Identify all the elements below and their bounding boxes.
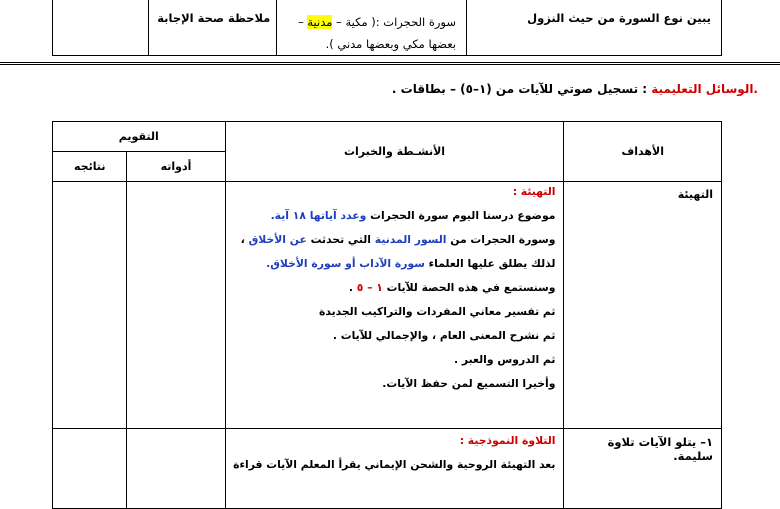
list-item: ثم تفسير معاني المفردات والتراكيب الجديدة [318,305,556,318]
lesson-table [52,121,722,509]
tools-cell [127,429,225,509]
objectives-header: الأهداف [564,122,722,182]
previous-table [52,0,722,56]
results-cell [53,182,127,429]
observation-cell [149,0,277,56]
objective-cell [564,429,722,509]
activities-cell [225,182,564,429]
objective-text: يبين نوع السورة من حيث النزول [527,11,711,25]
activities-cell [225,429,564,509]
question-part-3: – بعضها مكي وبعضها مدني ). [297,15,457,51]
results-header: نتائجه [53,152,127,182]
teaching-aids [392,82,758,96]
list-item: موضوع درسنا اليوم سورة الحجرات وعدد آياتها ١٨ آية. [270,209,556,222]
table-row [53,429,722,509]
evaluation-header: التقويم [53,122,226,152]
objective-cell [564,182,722,429]
section-title: التلاوة النموذجية : [459,434,556,447]
empty-cell [53,0,149,56]
list-item: ثم الدروس والعبر . [454,353,556,366]
tools-cell [127,182,225,429]
section-divider [0,62,780,65]
list-item: وسورة الحجرات من السور المدنية التي تحدثت عن الأخلاق ، [240,233,556,246]
list-item: بعد التهيئة الروحية والشحن الإيماني يقرأ المعلم الآيات قراءة [233,458,556,471]
objective-text: ١– يتلو الآيات تلاوة سليمة. [607,435,713,463]
highlighted-word: مدنية [307,15,333,29]
question-cell [277,0,467,56]
tools-header: أدواته [127,152,225,182]
list-item: وأخيرا التسميع لمن حفظ الآيات. [382,377,556,390]
list-item: وسنستمع في هذه الحصة للآيات ١ – ٥ . [348,281,556,294]
section-title: التهيئة : [512,185,556,198]
activities-header: الأنشـطة والخبرات [225,122,564,182]
results-cell [53,429,127,509]
table-row [53,182,722,429]
list-item: ثم نشرح المعنى العام ، والإجمالي للآيات . [332,329,556,342]
observation-text: ملاحظة صحة الإجابة [157,11,271,25]
aids-label: .الوسائل التعليمية [651,82,758,96]
aids-text: : تسجيل صوتي للآيات من (١–٥) – بطاقات . [391,82,652,96]
objective-text: التهيئة [677,188,713,201]
question-text [277,0,466,55]
objective-cell [467,0,722,56]
question-part-1: سورة الحجرات :( مكية – [332,15,457,29]
list-item: لذلك يطلق عليها العلماء سورة الآداب أو سورة الأخلاق. [266,257,556,270]
